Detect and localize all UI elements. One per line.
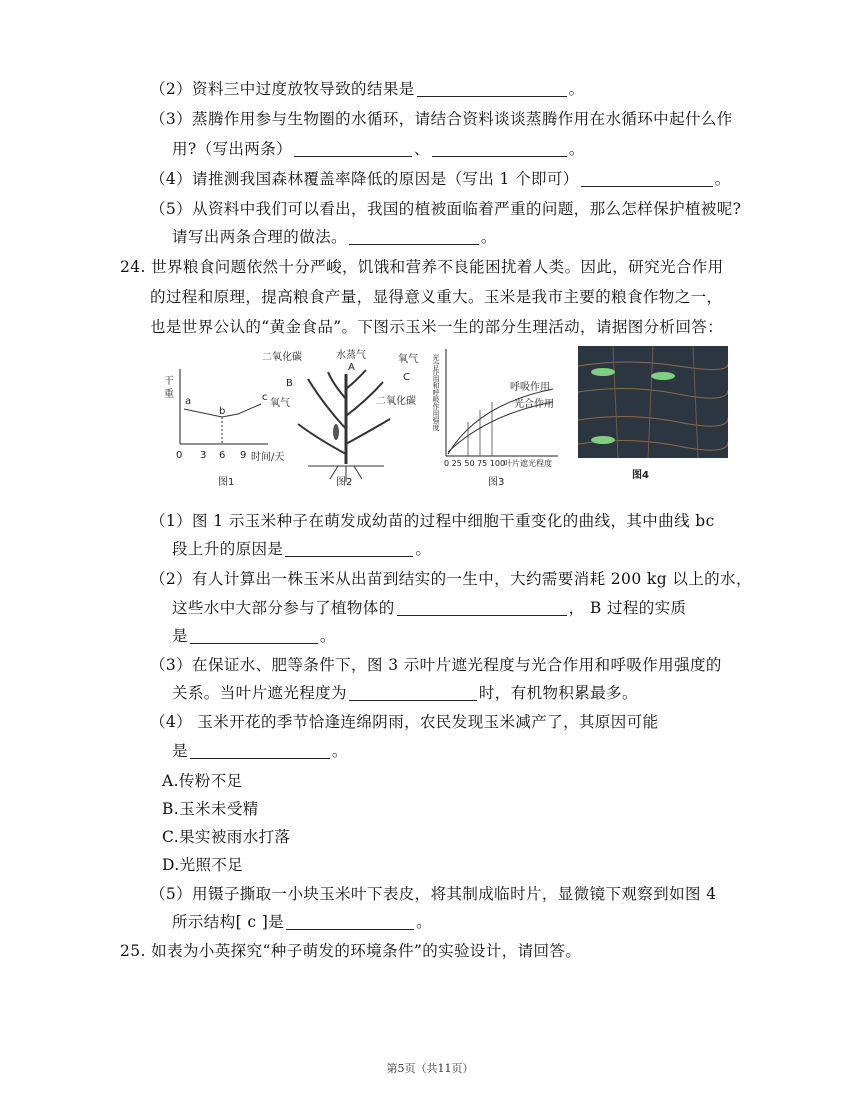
q24-intro-line1: 24. 世界粮食问题依然十分严峻，饥饿和营养不良能困扰着人类。因此，研究光合作用 xyxy=(120,258,724,276)
fig2-label: C xyxy=(403,372,410,383)
answer-blank[interactable] xyxy=(285,540,413,557)
answer-blank[interactable] xyxy=(190,742,330,759)
q23-sub5-line1: （5）从资料中我们可以看出，我国的植被面临着严重的问题，那么怎样保护植被呢? xyxy=(150,200,742,218)
fig3-xlabel: 叶片遮光程度 xyxy=(504,459,552,468)
figure-4 xyxy=(578,346,728,481)
q24-sub2-line1: （2）有人计算出一株玉米从出苗到结实的一生中，大约需要消耗 200 kg 以上的水， xyxy=(150,570,752,588)
answer-blank[interactable] xyxy=(397,599,567,616)
answer-blank[interactable] xyxy=(294,140,412,157)
fig1-point: c xyxy=(262,392,268,403)
fig2-label: B xyxy=(286,378,293,389)
fig1-caption: 图1 xyxy=(218,477,235,488)
q25-intro: 25. 如表为小英探究“种子萌发的环境条件”的实验设计，请回答。 xyxy=(120,942,582,960)
fig3-caption: 图3 xyxy=(488,477,505,488)
answer-blank[interactable] xyxy=(581,170,713,187)
answer-blank[interactable] xyxy=(349,228,479,245)
fig1-tick: 3 xyxy=(200,450,207,461)
fig1-tick: 9 xyxy=(240,450,247,461)
q24-intro-line2: 的过程和原理，提高粮食产量，显得意义重大。玉米是我市主要的粮食作物之一， xyxy=(150,288,723,306)
q23-sub3-line1: （3）蒸腾作用参与生物圈的水循环，请结合资料谈谈蒸腾作用在水循环中起什么作 xyxy=(150,110,733,128)
figure-1 xyxy=(164,369,284,488)
q24-sub2-line3: 是 。 xyxy=(172,627,336,645)
fig1-point: b xyxy=(219,406,226,417)
option-c[interactable]: C.果实被雨水打落 xyxy=(162,828,291,846)
q24-sub2-line2: 这些水中大部分参与了植物体的 ， B 过程的实质 xyxy=(172,599,687,617)
q24-sub3-line2: 关系。当叶片遮光程度为 时，有机物积累最多。 xyxy=(172,684,638,702)
fig1-point: a xyxy=(185,396,192,407)
page-footer: 第5页（共11页） xyxy=(386,1062,474,1075)
q24-sub5-line1: （5）用镊子撕取一小块玉米叶下表皮，将其制成临时片，显微镜下观察到如图 4 xyxy=(150,885,717,903)
fig1-tick: 0 xyxy=(176,450,183,461)
answer-blank[interactable] xyxy=(190,627,318,644)
fig4-caption: 图4 xyxy=(632,470,649,481)
q23-sub2: （2）资料三中过度放牧导致的结果是 。 xyxy=(150,80,585,98)
q24-sub1-line1: （1）图 1 示玉米种子在萌发成幼苗的过程中细胞干重变化的曲线，其中曲线 bc xyxy=(150,512,715,530)
fig2-label: 水蒸气 xyxy=(336,350,366,361)
fig2-label: 二氧化碳 xyxy=(262,352,302,363)
fig1-xlabel: 时间/天 xyxy=(251,452,285,463)
answer-blank[interactable] xyxy=(417,80,567,97)
q23-sub5-line2: 请写出两条合理的做法。 。 xyxy=(172,228,497,246)
fig3-series: 光合作用 xyxy=(514,399,554,410)
fig2-caption: 图2 xyxy=(336,477,353,488)
fig2-label: 氧气 xyxy=(270,398,290,409)
q23-sub3-line2: 用?（写出两条） 、 。 xyxy=(172,140,585,158)
q24-sub1-line2: 段上升的原因是 。 xyxy=(172,540,432,558)
q24-sub4-line1: （4） 玉米开花的季节恰逢连绵阴雨，农民发现玉米减产了，其原因可能 xyxy=(150,713,659,731)
fig3-ylabel: 光合作用和呼吸作用强度 xyxy=(432,354,440,431)
fig2-label: 氧气 xyxy=(398,354,418,365)
answer-blank[interactable] xyxy=(286,913,414,930)
fig2-label: A xyxy=(348,362,355,373)
q24-sub3-line1: （3）在保证水、肥等条件下，图 3 示叶片遮光程度与光合作用和呼吸作用强度的 xyxy=(150,656,722,674)
q24-intro-line3: 也是世界公认的“黄金食品”。下图示玉米一生的部分生理活动，请据图分析回答： xyxy=(150,318,724,336)
figure-2 xyxy=(262,348,418,488)
fig1-ylabel: 干重 xyxy=(164,376,174,400)
option-b[interactable]: B.玉米未受精 xyxy=(162,800,259,818)
fig1-tick: 6 xyxy=(219,450,226,461)
answer-blank[interactable] xyxy=(432,140,567,157)
option-a[interactable]: A.传粉不足 xyxy=(162,772,243,790)
answer-blank[interactable] xyxy=(349,684,477,701)
q23-sub4: （4）请推测我国森林覆盖率降低的原因是（写出 1 个即可） 。 xyxy=(150,170,731,188)
q24-figures xyxy=(158,344,728,494)
fig3-series: 呼吸作用 xyxy=(510,382,550,393)
q24-sub5-line2: 所示结构[ c ]是 。 xyxy=(172,913,433,931)
option-d[interactable]: D.光照不足 xyxy=(162,856,244,874)
figure-3 xyxy=(432,349,559,488)
fig2-label: 二氧化碳 xyxy=(376,396,416,407)
q24-sub4-line2: 是 。 xyxy=(172,742,348,760)
fig3-ticks: 0 25 50 75 100 xyxy=(444,459,506,468)
